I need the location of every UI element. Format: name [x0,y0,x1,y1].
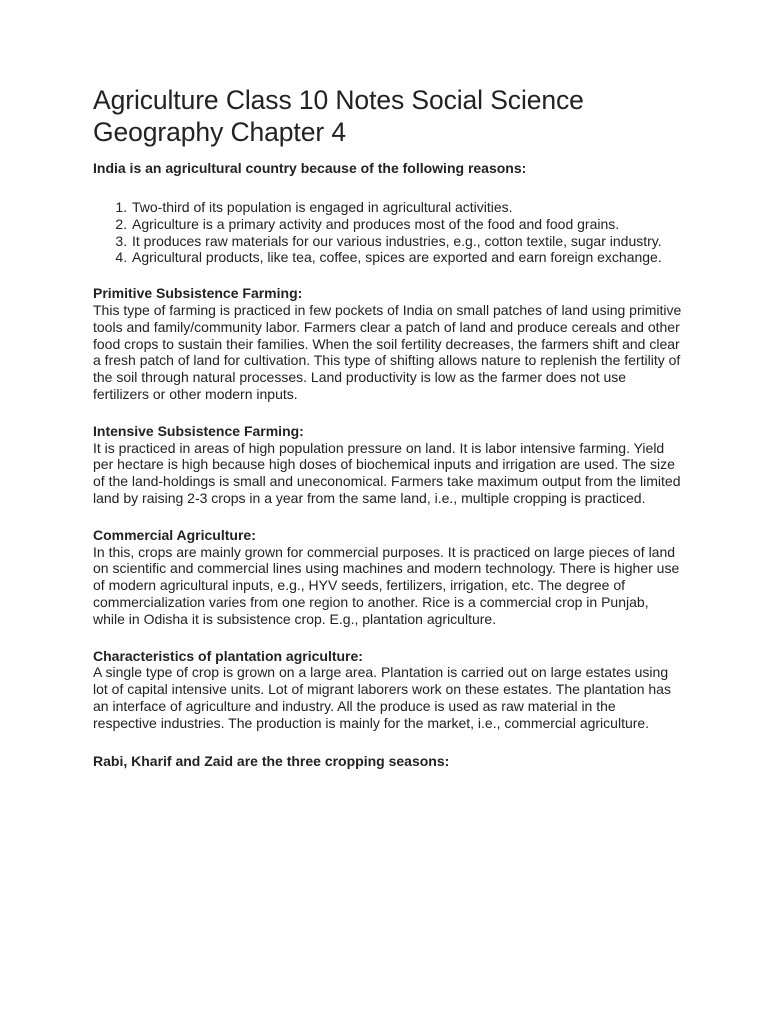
section-body: This type of farming is practiced in few pockets of India on small patches of land using primitive tools and family/community labor. Farmers clear a patch of land and produce cereals and other food crops to sustain their families. When the soil fertility decreases, the farmers shift and clear a fresh patch of land for cultivation. This type of shifting allows nature to replenish the fertility of the soil through natural processes. Land productivity is low as the farmer does not use fertilizers or other modern inputs. [93,301,682,402]
section-heading: Rabi, Kharif and Zaid are the three cropping seasons: [93,752,450,769]
section-intensive-subsistence-farming [93,423,683,507]
section-heading: Characteristics of plantation agriculture: [93,647,363,664]
reasons-list [93,199,683,266]
list-item: 2. Agriculture is a primary activity and produces most of the food and food grains. [131,216,683,233]
section-plantation-agriculture [93,648,683,732]
section-heading: Primitive Subsistence Farming: [93,285,303,302]
section-heading: Intensive Subsistence Farming: [93,422,304,439]
document-title: Agriculture Class 10 Notes Social Science Geography Chapter 4 [93,85,584,147]
list-item: 1. Two-third of its population is engaged in agricultural activities. [131,199,683,216]
section-commercial-agriculture [93,527,683,628]
document-page [93,84,683,769]
section-heading: Commercial Agriculture: [93,526,256,543]
section-body: A single type of crop is grown on a large area. Plantation is carried out on large estates using lot of capital intensive units. Lot of migrant laborers work on these estates. The plantation has an interface of agriculture and industry. All the produce is used as raw material in the respective industries. The production is mainly for the market, i.e., commercial agriculture. [93,664,671,731]
section-primitive-subsistence-farming [93,285,683,403]
section-body: In this, crops are mainly grown for commercial purposes. It is practiced on large pieces of land on scientific and commercial lines using machines and modern technology. There is higher use of modern agricultural inputs, e.g., HYV seeds, fertilizers, irrigation, etc. The degree of commercialization varies from one region to another. Rice is a commercial crop in Punjab, while in Odisha it is subsistence crop. E.g., plantation agriculture. [93,543,680,627]
list-item: 4. Agricultural products, like tea, coffee, spices are exported and earn foreign exchange. [131,249,683,266]
list-item: 3. It produces raw materials for our various industries, e.g., cotton textile, sugar industry. [131,233,683,250]
section-body: It is practiced in areas of high population pressure on land. It is labor intensive farming. Yield per hectare is high because high doses of biochemical inputs and irrigation are used. The size of the land-holdings is small and uneconomical. Farmers take maximum output from the limited land by raising 2-3 crops in a year from the same land, i.e., multiple cropping is practiced. [93,439,681,506]
intro-heading: India is an agricultural country because of the following reasons: [93,160,527,176]
section-cropping-seasons [93,753,683,770]
